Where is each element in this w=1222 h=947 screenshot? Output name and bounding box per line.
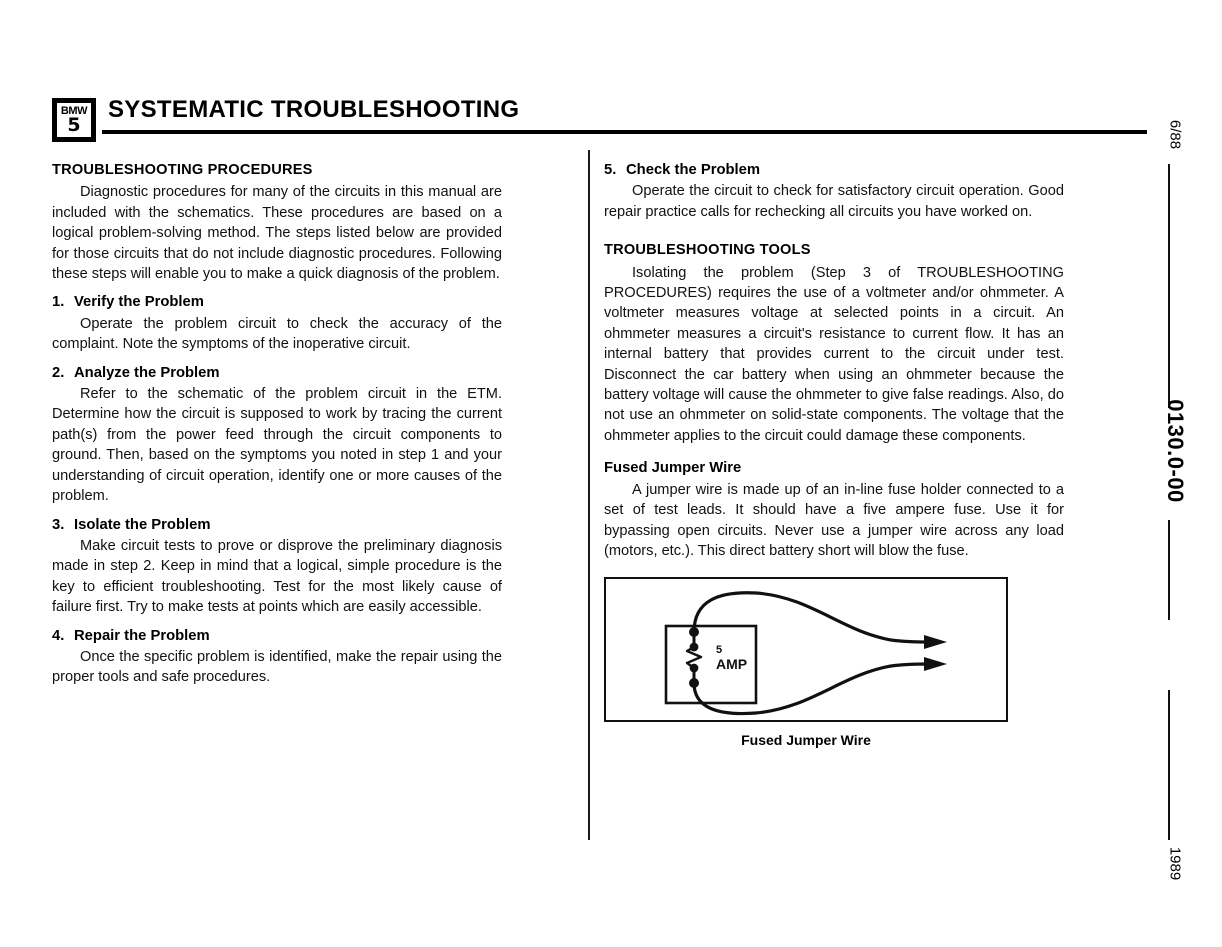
header-rule bbox=[102, 130, 1147, 134]
step-5-title: Check the Problem bbox=[626, 162, 761, 178]
right-column bbox=[604, 160, 1064, 751]
step-3-number: 3. bbox=[52, 516, 65, 533]
step-4-heading bbox=[52, 626, 502, 646]
jumper-wire-paragraph: A jumper wire is made up of an in-line fuse holder connected to a set of test leads. It should have a five ampere fuse. Use it for bypassing open circuits. Never use a jumper wire across any load (motors, etc.). This direct battery short will blow the fuse. bbox=[604, 481, 1064, 559]
page-header bbox=[52, 96, 1147, 148]
step-1-number: 1. bbox=[52, 294, 65, 311]
step-5-text: Operate the circuit to check for satisfactory circuit operation. Good repair practice calls for rechecking all circuits you have worked on. bbox=[604, 183, 1064, 220]
step-5 bbox=[604, 160, 1064, 222]
step-1-heading bbox=[52, 292, 502, 312]
step-2-number: 2. bbox=[52, 364, 65, 381]
column-divider bbox=[588, 150, 590, 840]
spacer bbox=[604, 224, 1064, 240]
rail-line-lower bbox=[1168, 690, 1170, 840]
fuse-rating-unit: AMP bbox=[716, 656, 748, 673]
step-4-title: Repair the Problem bbox=[74, 627, 210, 644]
intro-paragraph: Diagnostic procedures for many of the circuits in this manual are included with the schematics. These procedures are based on a logical problem-solving method. The steps listed below are provided for those circuits that do not include diagnostic procedures. Following these steps will enable you to make a quick diagnosis of the problem. bbox=[52, 184, 502, 283]
step-4 bbox=[52, 626, 502, 688]
step-1-title: Verify the Problem bbox=[74, 294, 204, 311]
figure-border-box bbox=[604, 577, 1008, 722]
step-1 bbox=[52, 292, 502, 354]
step-2 bbox=[52, 363, 502, 507]
fuse-rating-value: 5 bbox=[716, 644, 723, 657]
margin-label-date: 6/88 bbox=[1166, 119, 1184, 150]
step-4-text: Once the specific problem is identified, make the repair using the proper tools and safe procedures. bbox=[52, 648, 502, 686]
bmw-logo bbox=[52, 98, 96, 142]
figure-fused-jumper-wire bbox=[604, 577, 1012, 750]
step-2-title: Analyze the Problem bbox=[74, 364, 220, 381]
connection-node-bottom-inner bbox=[690, 664, 699, 673]
connection-node-top-outer bbox=[689, 627, 699, 637]
upper-test-lead bbox=[694, 593, 928, 642]
rail-line-upper bbox=[1168, 164, 1170, 408]
margin-rail bbox=[1155, 120, 1195, 880]
step-3 bbox=[52, 515, 502, 618]
lower-lead-arrowhead bbox=[924, 657, 947, 671]
step-1-text: Operate the problem circuit to check the accuracy of the complaint. Note the symptoms of the inoperative circuit. bbox=[52, 315, 502, 353]
rail-line-middle bbox=[1168, 520, 1170, 620]
step-3-text: Make circuit tests to prove or disprove the preliminary diagnosis made in step 2. Keep in mind that a logical, simple procedure is the key to efficient troubleshooting. Test for the most likely cause of failure first. Try to make tests at points which are easily accessible. bbox=[52, 537, 502, 616]
section-heading-procedures: TROUBLESHOOTING PROCEDURES bbox=[52, 162, 313, 178]
margin-label-year: 1989 bbox=[1166, 846, 1184, 881]
step-4-number: 4. bbox=[52, 627, 65, 644]
bmw-series-number: 5 bbox=[67, 113, 81, 136]
connection-node-bottom-outer bbox=[689, 678, 699, 688]
fused-jumper-wire-diagram bbox=[606, 579, 1006, 720]
section-heading-tools: TROUBLESHOOTING TOOLS bbox=[604, 242, 811, 259]
step-5-heading bbox=[604, 160, 1064, 180]
bmw-brand-text: BMW bbox=[60, 104, 88, 117]
page-title: SYSTEMATIC TROUBLESHOOTING bbox=[108, 96, 520, 123]
step-3-heading bbox=[52, 515, 502, 535]
connection-node-top-inner bbox=[690, 643, 699, 652]
figure-caption: Fused Jumper Wire bbox=[741, 732, 871, 749]
bmw-logo-inner bbox=[56, 102, 92, 138]
step-5-number: 5. bbox=[604, 162, 617, 178]
step-2-text: Refer to the schematic of the problem circuit in the ETM. Determine how the circuit is supposed to work by tracing the current path(s) from the power feed through the circuit components to ground. Then, based on the symptoms you noted in step 1 and your understanding of circuit operation, identify one or more causes of the problem. bbox=[52, 386, 502, 505]
margin-label-document-number: 0130.0-00 bbox=[1163, 399, 1188, 503]
step-3-title: Isolate the Problem bbox=[74, 516, 211, 533]
step-2-heading bbox=[52, 363, 502, 383]
upper-lead-arrowhead bbox=[924, 635, 947, 649]
spacer bbox=[604, 448, 1064, 458]
subsection-heading-jumper-wire: Fused Jumper Wire bbox=[604, 460, 742, 477]
tools-paragraph: Isolating the problem (Step 3 of TROUBLESHOOTING PROCEDURES) requires the use of a voltmeter and/or ohmmeter. A voltmeter measures voltage at selected points in a circuit. An ohmmeter measures a circuit's resistance to current flow. It has an internal battery that provides current to the circuit under test. Disconnect the car battery when using an ohmmeter because the battery voltage will cause the ohmmeter to give false readings. Also, do not use an ohmmeter on solid-state components. The voltage that the ohmmeter applies to the circuit could damage these components. bbox=[604, 264, 1064, 444]
left-column bbox=[52, 160, 502, 690]
